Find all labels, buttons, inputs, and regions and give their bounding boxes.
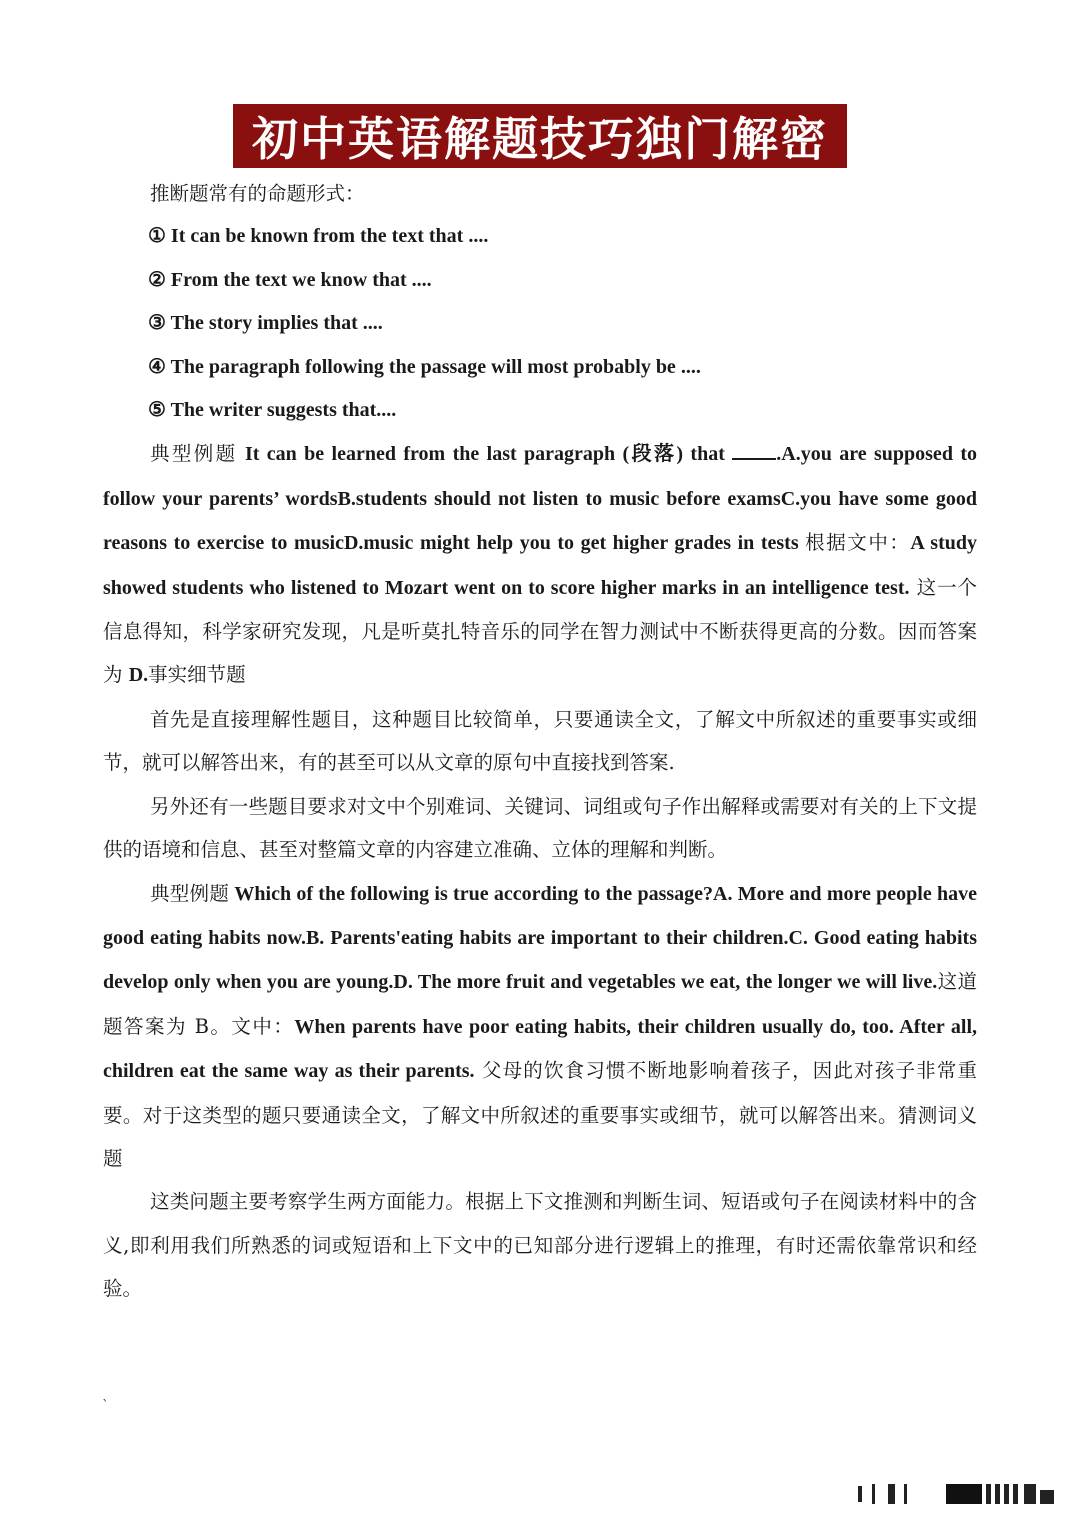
stray-mark: ` <box>102 1398 109 1414</box>
section-heading-detail: 事实细节题 <box>148 663 246 687</box>
example-explanation: 父母的饮食习惯不断地影响着孩子，因此对孩子非常重要。对于这类型的题只要通读全文，了解文中所叙述的重要事实或细节，就可以解答出来。 <box>103 1059 978 1127</box>
watermark-logo-icon <box>858 1480 1058 1510</box>
question-form-item: ⑤ The writer suggests that.... <box>148 399 397 422</box>
detail-paragraph-2: 另外还有一些题目要求对文中个别难词、关键词、词组或句子作出解释或需要对有关的上下文提供的语境和信息、甚至对整篇文章的内容建立准确、立体的理解和判断。 <box>103 794 977 862</box>
question-form-item: ③ The story implies that .... <box>148 312 383 335</box>
question-form-item: ④ The paragraph following the passage will most probably be .... <box>148 355 701 378</box>
example-question: Which of the following is true according to the passage?A. More and more people have good eating habits now.B. Parents'eating habits are important to their children.C. Good eating habits develop only when you are young.D. The more fruit and vegetables we eat, the longer we will live. <box>103 882 977 994</box>
question-form-item: ② From the text we know that .... <box>148 268 432 291</box>
page-title: 初中英语解题技巧独门解密 <box>252 112 828 166</box>
basis-label: 根据文中： <box>805 531 911 555</box>
title-banner <box>233 104 847 168</box>
detail-paragraph-1: 首先是直接理解性题目，这种题目比较简单，只要通读全文，了解文中所叙述的重要事实或细节，就可以解答出来，有的甚至可以从文章的原句中直接找到答案. <box>103 707 977 775</box>
document-body <box>103 172 977 1311</box>
example-label: 典型例题 <box>150 442 238 466</box>
example-explanation: 这一个信息得知，科学家研究发现，凡是听莫扎特音乐的同学在智力测试中不断获得更高的分数。因而答案为 <box>103 575 978 687</box>
example-label: 典型例题 <box>150 881 230 905</box>
guess-paragraph: 这类问题主要考察学生两方面能力。根据上下文推测和判断生词、短语或句子在阅读材料中的含义,即利用我们所熟悉的词或短语和上下文中的已知部分进行逻辑上的推理，有时还需依靠常识和经验。 <box>103 1190 977 1301</box>
example-question-part-b: .A.you are supposed to follow your parents’ wordsB.students should not listen to music before examsC.you have some good reasons to exercise to musicD.music might help you to get higher grades in tests <box>103 443 977 555</box>
example-paragraph-1 <box>103 432 977 697</box>
example-question-part-a: It can be learned from the last paragraph (段落) that <box>237 443 733 466</box>
question-form-item: ① It can be known from the text that .... <box>148 225 489 248</box>
example-answer: D. <box>128 664 149 687</box>
example-quote: A study showed students who listened to Mozart went on to score higher marks in an intelligence test. <box>103 532 977 599</box>
section-heading-inference: 推断题常有的命题形式： <box>150 182 365 205</box>
section-heading-guess: 猜测词义题 <box>103 1103 977 1170</box>
answer-blank <box>732 442 776 460</box>
example-quote: When parents have poor eating habits, their children usually do, too. After all, children eat the same way as their parents. <box>103 1015 977 1083</box>
example-answer-text: 这道题答案为 B。文中： <box>103 970 977 1038</box>
example-paragraph-2 <box>103 872 977 1181</box>
